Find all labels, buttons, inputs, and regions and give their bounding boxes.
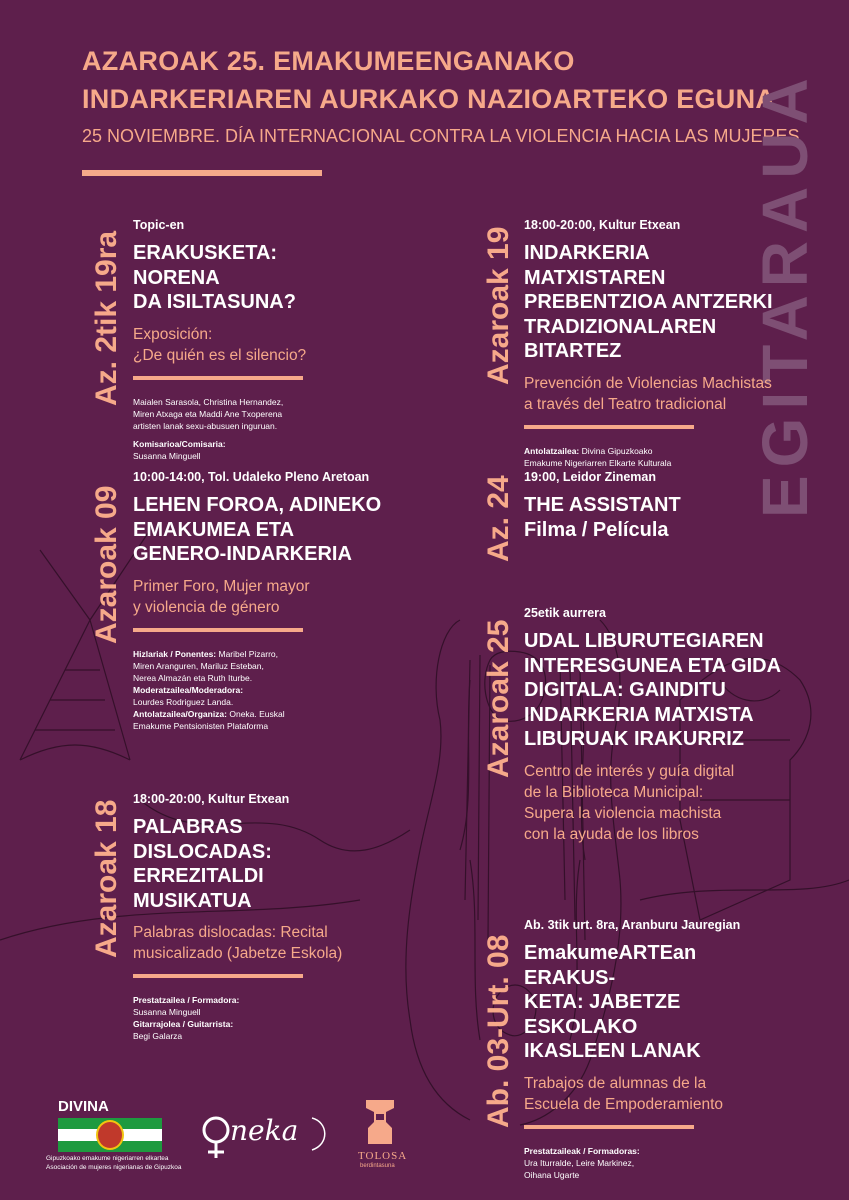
event-student-exhibition	[524, 918, 784, 1181]
title-line-1: AZAROAK 25. EMAKUMEENGANAKO	[82, 46, 575, 76]
event-meta: 10:00-14:00, Tol. Udaleko Pleno Aretoan	[133, 470, 370, 484]
oneka-logo-name: neka	[230, 1114, 299, 1147]
event-subtitle: Centro de interés y guía digital de la Biblioteca Municipal: Supera la violencia machista con la ayuda de los libros	[524, 762, 735, 843]
subtitle: 25 NOVIEMBRE. DÍA INTERNACIONAL CONTRA LA VIOLENCIA HACIA LAS MUJERES	[82, 126, 800, 146]
event-subtitle: Palabras dislocadas: Recital musicalizado (Jabetze Eskola)	[133, 924, 343, 962]
event-meta: 18:00-20:00, Kultur Etxean	[133, 792, 290, 806]
date-label: Azaroak 09	[90, 485, 123, 645]
event-title: LEHEN FOROA, ADINEKO EMAKUMEA ETA GENERO-INDARKERIA	[133, 494, 382, 565]
event-meta: 25etik aurrera	[524, 606, 607, 620]
event-credit-text: Divina Gipuzkoako Emakume Nigeriarren Elkarte Kulturala	[524, 445, 672, 468]
date-label: Azaroak 18	[90, 799, 123, 959]
event-title: UDAL LIBURUTEGIAREN INTERESGUNEA ETA GIDA DIGITALA: GAINDITU INDARKERIA MATXISTA LIBURUAK IRAKURRIZ	[524, 630, 782, 750]
title-underline	[82, 170, 322, 176]
program-label: EGITARAUA	[749, 70, 821, 518]
event-divider	[133, 628, 303, 632]
divina-logo-name: DIVINA	[58, 1098, 109, 1115]
event-credit-value: Susanna Minguell	[133, 450, 201, 461]
event-subtitle: Exposición: ¿De quién es el silencio?	[133, 325, 307, 364]
event-credit	[133, 1018, 383, 1042]
event-recital	[133, 792, 383, 1042]
tolosa-logo-sub: berdintasuna	[360, 1163, 395, 1169]
event-title: PALABRAS DISLOCADAS: ERREZITALDI MUSIKATUA	[133, 816, 272, 912]
event-credit-text: Ura Iturralde, Leire Markinez, Oihana Ugarte	[524, 1157, 635, 1180]
event-credit-label: Komisarioa/Comisaria:	[133, 438, 226, 449]
event-forum	[133, 470, 383, 732]
event-credit	[133, 684, 383, 708]
date-label: Azaroak 19	[482, 226, 515, 386]
event-meta: 19:00, Leidor Zineman	[524, 470, 656, 484]
oneka-logo	[200, 1108, 340, 1173]
event-meta: Topic-en	[133, 218, 185, 232]
event-credit-label: Prestatzaileak / Formadoras:	[524, 1145, 640, 1156]
event-description: Maialen Sarasola, Christina Hernandez, Miren Atxaga eta Maddi Ane Txoperena artisten lanak sexu-abusuen inguruan.	[133, 396, 284, 431]
event-film	[524, 470, 744, 551]
event-credit	[133, 708, 383, 732]
event-title: INDARKERIA MATXISTAREN PREBENTZIOA ANTZERKI TRADIZIONALAREN BITARTEZ	[524, 242, 773, 362]
event-credit	[133, 648, 383, 684]
event-credit-text: Maribel Pizarro, Miren Aranguren, Mariluz Esteban, Nerea Almazán eta Ruth Iturbe.	[133, 648, 279, 683]
event-subtitle: Primer Foro, Mujer mayor y violencia de género	[133, 577, 310, 616]
event-credit-label: Moderatzailea/Moderadora:	[133, 684, 244, 695]
event-title: EmakumeARTEan ERAKUS- KETA: JABETZE ESKOLAKO IKASLEEN LANAK	[524, 942, 701, 1062]
date-label: Azaroak 25	[482, 619, 515, 779]
tolosa-logo-icon	[362, 1098, 398, 1155]
event-divider	[524, 1125, 694, 1129]
event-credit-text: Lourdes Rodriguez Landa.	[133, 696, 234, 707]
event-credit-label: Gitarrajolea / Guitarrista:	[133, 1019, 234, 1029]
event-credit-label: Antolatzailea/Organiza:	[133, 708, 227, 719]
event-credit-label: Antolatzailea:	[524, 445, 580, 456]
event-theatre	[524, 218, 784, 469]
event-credit	[524, 445, 784, 469]
event-divider	[133, 974, 303, 978]
event-meta: 18:00-20:00, Kultur Etxean	[524, 218, 681, 232]
divina-logo-icon	[58, 1118, 162, 1152]
event-library	[524, 606, 784, 845]
event-divider	[133, 376, 303, 380]
divina-caption: Asociación de mujeres nigerianas de Gipuzkoa	[46, 1164, 182, 1171]
event-subtitle: Trabajos de alumnas de la Escuela de Empoderamiento	[524, 1074, 724, 1113]
event-title: ERAKUSKETA: NORENA DA ISILTASUNA?	[133, 242, 296, 313]
event-credit-text: Oneka. Euskal Emakume Pentsionisten Plataforma	[133, 708, 285, 731]
event-exhibition	[133, 218, 353, 462]
event-subtitle: Prevención de Violencias Machistas a través del Teatro tradicional	[524, 374, 772, 413]
event-title: THE ASSISTANT Filma / Película	[524, 494, 681, 541]
date-label: Ab. 03-Urt. 08	[482, 934, 515, 1128]
event-credit-label: Prestatzailea / Formadora:	[133, 995, 240, 1005]
event-divider	[524, 425, 694, 429]
event-meta: Ab. 3tik urt. 8ra, Aranburu Jauregian	[524, 918, 741, 932]
date-label: Az. 2tik 19ra	[90, 230, 123, 406]
divina-caption: Gipuzkoako emakume nigeriarren elkartea	[46, 1155, 169, 1162]
tolosa-logo-name: TOLOSA	[358, 1150, 408, 1162]
event-credit-text: Begi Galarza	[133, 1031, 183, 1041]
event-credit-label: Hizlariak / Ponentes:	[133, 648, 217, 659]
event-credit	[133, 994, 383, 1018]
date-label: Az. 24	[482, 475, 515, 563]
title-line-2: INDARKERIAREN AURKAKO NAZIOARTEKO EGUNA	[82, 84, 776, 114]
event-credit-text: Susanna Minguell	[133, 1007, 201, 1017]
event-credit	[524, 1145, 784, 1181]
